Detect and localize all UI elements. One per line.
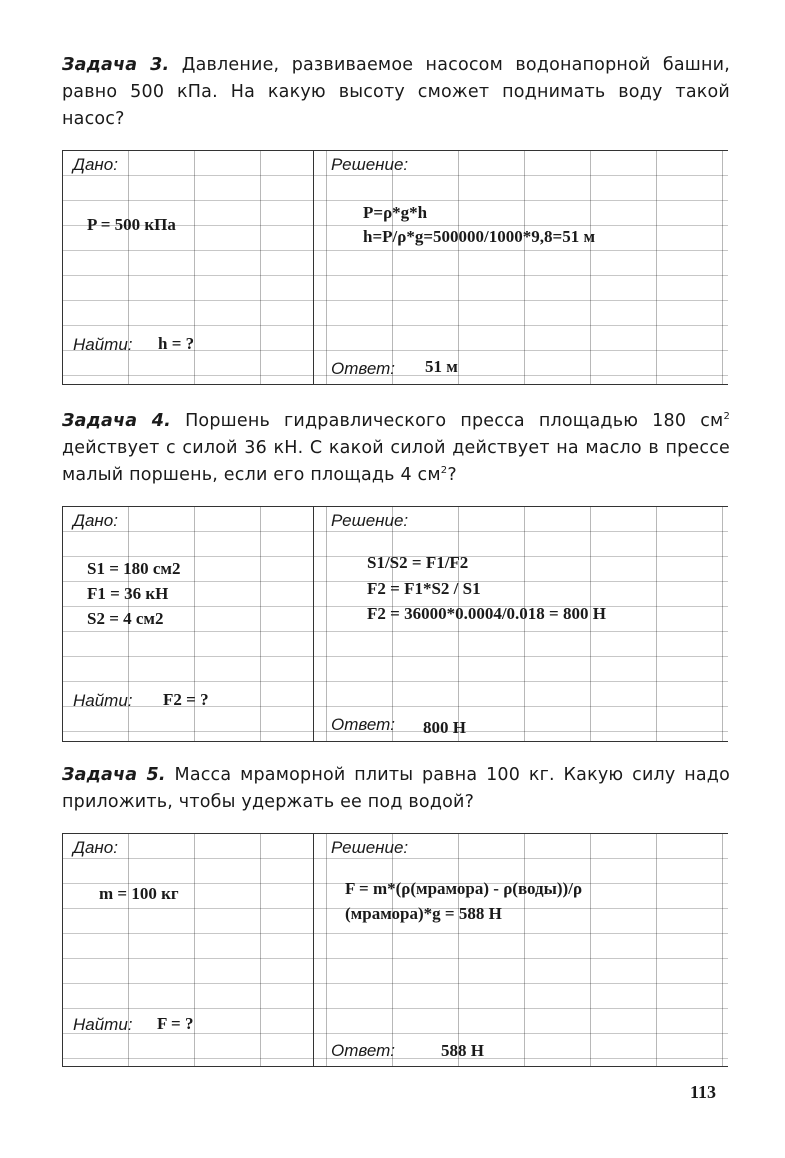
problem-5-statement bbox=[62, 762, 730, 816]
given-value: S2 = 4 см2 bbox=[87, 609, 164, 628]
find-value: h = ? bbox=[158, 334, 195, 353]
find-value: F = ? bbox=[157, 1014, 194, 1033]
answer-heading: Ответ: bbox=[331, 715, 396, 734]
solution-line: F2 = 36000*0.0004/0.018 = 800 Н bbox=[367, 604, 606, 623]
problem-4-statement bbox=[62, 408, 730, 489]
answer-value: 588 Н bbox=[441, 1041, 484, 1060]
problem-4-text: Поршень гидравлического пресса площадью 180 см bbox=[185, 411, 724, 431]
answer-heading: Ответ: bbox=[331, 1041, 396, 1060]
given-heading: Дано: bbox=[73, 155, 118, 174]
find-heading: Найти: bbox=[73, 335, 133, 354]
solution-heading: Решение: bbox=[331, 155, 409, 174]
problem-3-label: Задача 3. bbox=[62, 55, 170, 75]
grid-divider bbox=[313, 151, 314, 384]
problem-5-label: Задача 5. bbox=[62, 765, 166, 785]
problem-5-text: Масса мраморной плиты равна 100 кг. Какую силу надо приложить, чтобы удержать ее под водой? bbox=[62, 765, 730, 812]
problem-3-grid bbox=[62, 150, 728, 385]
problem-4-label: Задача 4. bbox=[62, 411, 172, 431]
superscript: 2 bbox=[440, 465, 448, 477]
solution-line: F = m*(ρ(мрамора) - ρ(воды))/ρ bbox=[345, 879, 583, 898]
solution-heading: Решение: bbox=[331, 838, 409, 857]
find-heading: Найти: bbox=[73, 691, 133, 710]
solution-line: P=ρ*g*h bbox=[363, 203, 428, 222]
given-value: m = 100 кг bbox=[99, 884, 179, 903]
grid-divider bbox=[313, 834, 314, 1066]
given-value: F1 = 36 кН bbox=[87, 584, 169, 603]
page-number: 113 bbox=[690, 1082, 717, 1102]
problem-4-text: ? bbox=[447, 465, 457, 485]
solution-heading: Решение: bbox=[331, 511, 409, 530]
answer-value: 800 Н bbox=[423, 718, 466, 737]
answer-value: 51 м bbox=[425, 357, 458, 376]
problem-3-statement bbox=[62, 52, 730, 133]
superscript: 2 bbox=[723, 411, 731, 423]
problem-4-grid bbox=[62, 506, 728, 742]
solution-line: (мрамора)*g = 588 Н bbox=[345, 904, 502, 923]
problem-5-grid bbox=[62, 833, 728, 1067]
solution-line: F2 = F1*S2 / S1 bbox=[367, 579, 481, 598]
problem-4-text: действует с силой 36 кН. С какой силой действует на масло в прессе малый поршень, если его площадь 4 см bbox=[62, 438, 730, 485]
find-heading: Найти: bbox=[73, 1015, 133, 1034]
answer-heading: Ответ: bbox=[331, 359, 396, 378]
given-value: S1 = 180 см2 bbox=[87, 559, 181, 578]
given-value: P = 500 кПа bbox=[87, 215, 176, 234]
solution-line: S1/S2 = F1/F2 bbox=[367, 553, 469, 572]
solution-line: h=P/ρ*g=500000/1000*9,8=51 м bbox=[363, 227, 596, 246]
given-heading: Дано: bbox=[73, 838, 118, 857]
grid-divider bbox=[313, 507, 314, 741]
problem-3-text: Давление, развиваемое насосом водонапорной башни, равно 500 кПа. На какую высоту сможет поднимать воду такой насос? bbox=[62, 55, 730, 129]
find-value: F2 = ? bbox=[163, 690, 209, 709]
given-heading: Дано: bbox=[73, 511, 118, 530]
